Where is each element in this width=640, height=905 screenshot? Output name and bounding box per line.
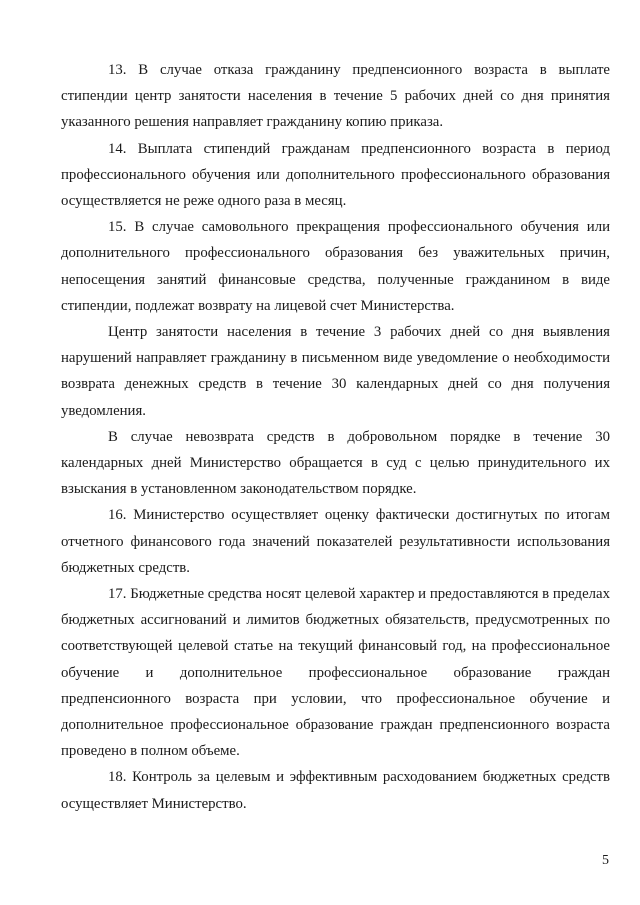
paragraph-15: 15. В случае самовольного прекращения профессионального обучения или дополнительного профессионального образования без уважительных причин, непосещения занятий финансовые средства, полученные гражданином в виде стипендии, подлежат возврату на лицевой счет Министерства. <box>61 219 610 314</box>
paragraph-18: 18. Контроль за целевым и эффективным расходованием бюджетных средств осуществляет Министерство. <box>61 769 610 812</box>
paragraph-16: 16. Министерство осуществляет оценку фактически достигнутых по итогам отчетного финансового года значений показателей результативности использования бюджетных средств. <box>61 507 610 576</box>
document-body <box>61 57 610 817</box>
paragraph-17: 17. Бюджетные средства носят целевой характер и предоставляются в пределах бюджетных ассигнований и лимитов бюджетных обязательств, предусмотренных по соответствующей целевой статье на текущий финансовый год, на профессиональное обучение и дополнительное профессиональное образование граждан предпенсионного возраста при условии, что профессиональное обучение и дополнительное профессиональное образование граждан предпенсионного возраста проведено в полном объеме. <box>61 586 610 760</box>
paragraph-15-court: В случае невозврата средств в добровольном порядке в течение 30 календарных дней Министерство обращается в суд с целью принудительного их взыскания в установленном законодательством порядке. <box>61 428 610 498</box>
page-number: 5 <box>602 853 609 868</box>
paragraph-14: 14. Выплата стипендий гражданам предпенсионного возраста в период профессионального обучения или дополнительного профессионального образования осуществляется не реже одного раза в месяц. <box>61 140 610 210</box>
paragraph-13: 13. В случае отказа гражданину предпенсионного возраста в выплате стипендии центр занятости населения в течение 5 рабочих дней со дня принятия указанного решения направляет гражданину копию приказа. <box>61 62 610 131</box>
paragraph-15-notice: Центр занятости населения в течение 3 рабочих дней со дня выявления нарушений направляет гражданину в письменном виде уведомление о необходимости возврата денежных средств в течение 30 календарных дней со дня получения уведомления. <box>61 324 610 419</box>
